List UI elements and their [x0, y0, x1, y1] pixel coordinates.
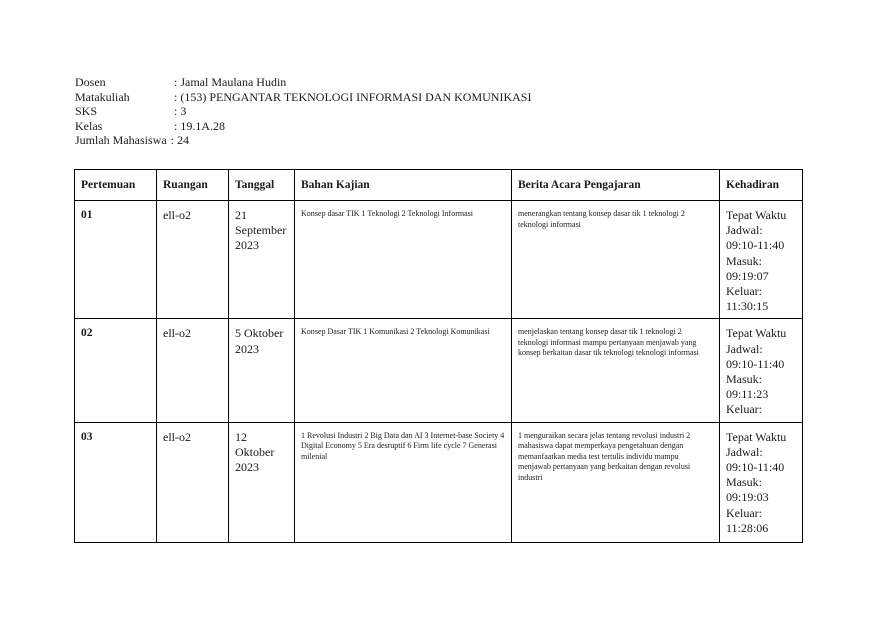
table-header-row	[75, 170, 803, 201]
dosen-value: : Jamal Maulana Hudin	[174, 75, 287, 89]
col-header-berita-acara: Berita Acara Pengajaran	[512, 170, 720, 201]
table-row	[75, 201, 803, 319]
col-header-tanggal: Tanggal	[229, 170, 295, 201]
kehadiran-keluar: Keluar: 11:30:15	[726, 284, 769, 314]
course-info	[75, 75, 531, 148]
info-row-jumlah	[75, 133, 531, 148]
cell-tanggal: 12 Oktober 2023	[229, 422, 295, 542]
cell-kehadiran	[720, 201, 803, 319]
table-row	[75, 422, 803, 542]
cell-bahan-kajian: Konsep Dasar TIK 1 Komunikasi 2 Teknologi Komunikasi	[295, 319, 512, 422]
attendance-table	[74, 169, 803, 543]
cell-kehadiran	[720, 319, 803, 422]
kehadiran-keluar: Keluar: 11:28:06	[726, 505, 769, 535]
table-row	[75, 319, 803, 422]
kehadiran-keluar: Keluar:	[726, 402, 762, 417]
matakuliah-label: Matakuliah	[75, 89, 130, 104]
cell-bahan-kajian: Konsep dasar TIK 1 Teknologi 2 Teknologi Informasi	[295, 201, 512, 319]
cell-tanggal: 5 Oktober 2023	[229, 319, 295, 422]
info-row-dosen	[75, 75, 531, 90]
sks-label: SKS	[75, 104, 98, 119]
cell-ruangan: ell-o2	[157, 422, 229, 542]
matakuliah-value: : (153) PENGANTAR TEKNOLOGI INFORMASI DAN KOMUNIKASI	[174, 89, 532, 104]
kehadiran-masuk: Masuk: 09:19:03	[726, 475, 769, 505]
cell-berita-acara: menerangkan tentang konsep dasar tik 1 teknologi 2 teknologi informasi	[512, 201, 720, 319]
kehadiran-status: Tepat Waktu	[726, 326, 787, 341]
kehadiran-jadwal: Jadwal: 09:10-11:40	[726, 223, 785, 253]
cell-pertemuan: 01	[75, 201, 157, 319]
col-header-kehadiran: Kehadiran	[720, 170, 803, 201]
cell-bahan-kajian: 1 Revolusi Industri 2 Big Data dan AI 3 Internet-base Society 4 Digital Economy 5 Era desruptif 6 Firm life cycle 7 Generasi milenial	[295, 422, 512, 542]
kelas-value: : 19.1A.28	[174, 118, 225, 133]
kehadiran-jadwal: Jadwal: 09:10-11:40	[726, 444, 785, 475]
col-header-bahan-kajian: Bahan Kajian	[295, 170, 512, 201]
info-row-matakuliah	[75, 90, 531, 105]
cell-ruangan: ell-o2	[157, 201, 229, 319]
kehadiran-masuk: Masuk: 09:11:23	[726, 372, 769, 402]
cell-ruangan: ell-o2	[157, 319, 229, 422]
cell-tanggal: 21 September 2023	[229, 201, 295, 319]
cell-berita-acara: menjelaskan tentang konsep dasar tik 1 teknologi 2 teknologi informasi mampu pertanyaan menjawab yang konsep berkaitan dasar tik teknologi teknologi informasi	[512, 319, 720, 422]
cell-pertemuan: 02	[75, 319, 157, 422]
jumlah-label: Jumlah Mahasiswa	[75, 133, 167, 148]
dosen-label: Dosen	[75, 75, 106, 89]
col-header-ruangan: Ruangan	[157, 170, 229, 201]
kehadiran-status: Tepat Waktu	[726, 208, 787, 222]
info-row-sks	[75, 104, 531, 119]
kehadiran-status: Tepat Waktu	[726, 429, 787, 444]
col-header-pertemuan: Pertemuan	[75, 170, 157, 201]
jumlah-value: : 24	[170, 133, 189, 148]
kehadiran-jadwal: Jadwal: 09:10-11:40	[726, 341, 785, 371]
kehadiran-masuk: Masuk: 09:19:07	[726, 253, 769, 283]
sks-value: : 3	[174, 104, 187, 119]
cell-pertemuan: 03	[75, 422, 157, 542]
info-row-kelas	[75, 119, 531, 134]
cell-berita-acara: 1 menguraikan secara jelas tentang revolusi industri 2 mahasiswa dapat memperkaya pengetahuan dengan memanfaatkan media test tertulis individu mampu menjawab pertanyaan yang berkaitan dengan revolusi industri	[512, 422, 720, 542]
cell-kehadiran	[720, 422, 803, 542]
kelas-label: Kelas	[75, 118, 103, 133]
